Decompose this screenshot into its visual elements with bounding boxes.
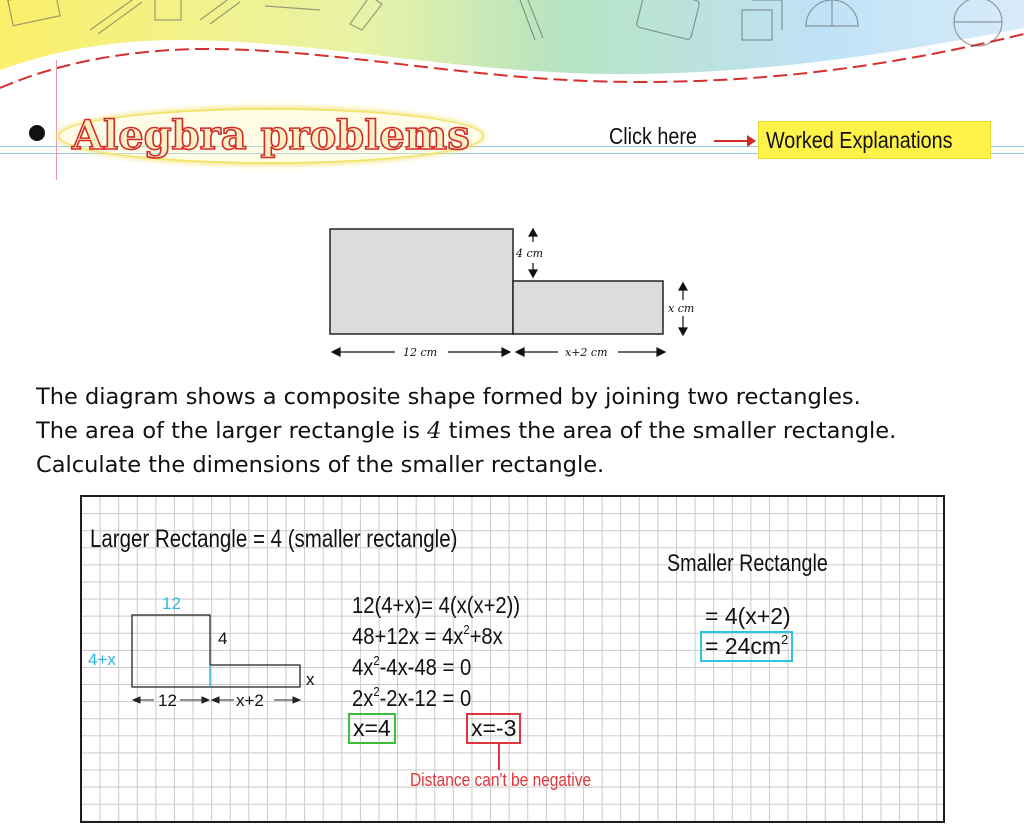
worked-explanations-button[interactable]: [758, 121, 991, 159]
bottom-right-label: x+2 cm: [565, 346, 608, 359]
decorative-banner: [0, 0, 1024, 110]
sketch-step-label: 4: [218, 629, 228, 648]
smaller-area-expression: = 4(x+2): [705, 603, 791, 629]
note-pointer-line: [498, 744, 500, 770]
bottom-left-label: 12 cm: [403, 346, 438, 359]
equation-2: $48+12x = 4x^2+8x$: [352, 622, 503, 649]
worked-solution-panel: [80, 495, 945, 823]
equation-4: $2x^2-2x-12 = 0$: [352, 684, 472, 711]
problem-statement: [36, 380, 996, 482]
problem-line-1: The diagram shows a composite shape formed by joining two rectangles.: [36, 384, 861, 410]
solution-sketch: [82, 585, 322, 715]
worked-explanations-label: Worked Explanations: [766, 127, 953, 153]
negative-distance-note: Distance can't be negative: [410, 770, 592, 790]
sketch-top-label: 12: [162, 594, 181, 613]
composite-shape-diagram: [320, 220, 710, 370]
smaller-rectangle-heading: Smaller Rectangle: [667, 550, 828, 577]
side-height-label: x cm: [668, 302, 695, 315]
click-here-label: Click here: [609, 123, 697, 149]
root-valid: x=4: [348, 713, 396, 744]
problem-line-2: The area of the larger rectangle is 4 times the area of the smaller rectangle.: [36, 418, 897, 444]
problem-line-3: Calculate the dimensions of the smaller rectangle.: [36, 452, 605, 478]
root-invalid: x=-3: [466, 713, 521, 744]
factor-number: 4: [427, 418, 442, 444]
sketch-bottom-left-label: 12: [158, 691, 177, 710]
large-rectangle: [330, 229, 513, 334]
solution-heading: Larger Rectangle = 4 (smaller rectangle): [90, 525, 458, 553]
bullet-icon: [29, 125, 45, 141]
smaller-area-result: = $24cm^2$: [700, 631, 793, 662]
equation-3: $4x^2-4x-48 = 0$: [352, 653, 472, 680]
equation-1: 12(4+x)= 4(x(x+2)): [352, 592, 521, 618]
sketch-left-label: 4+x: [88, 650, 116, 669]
sketch-bottom-right-label: x+2: [236, 691, 264, 710]
small-rectangle: [513, 281, 663, 334]
top-height-label: 4 cm: [516, 247, 544, 260]
arrow-right-icon: [714, 140, 754, 142]
sketch-side-label: x: [306, 670, 315, 689]
page-title: Alegbra problems: [58, 108, 484, 164]
